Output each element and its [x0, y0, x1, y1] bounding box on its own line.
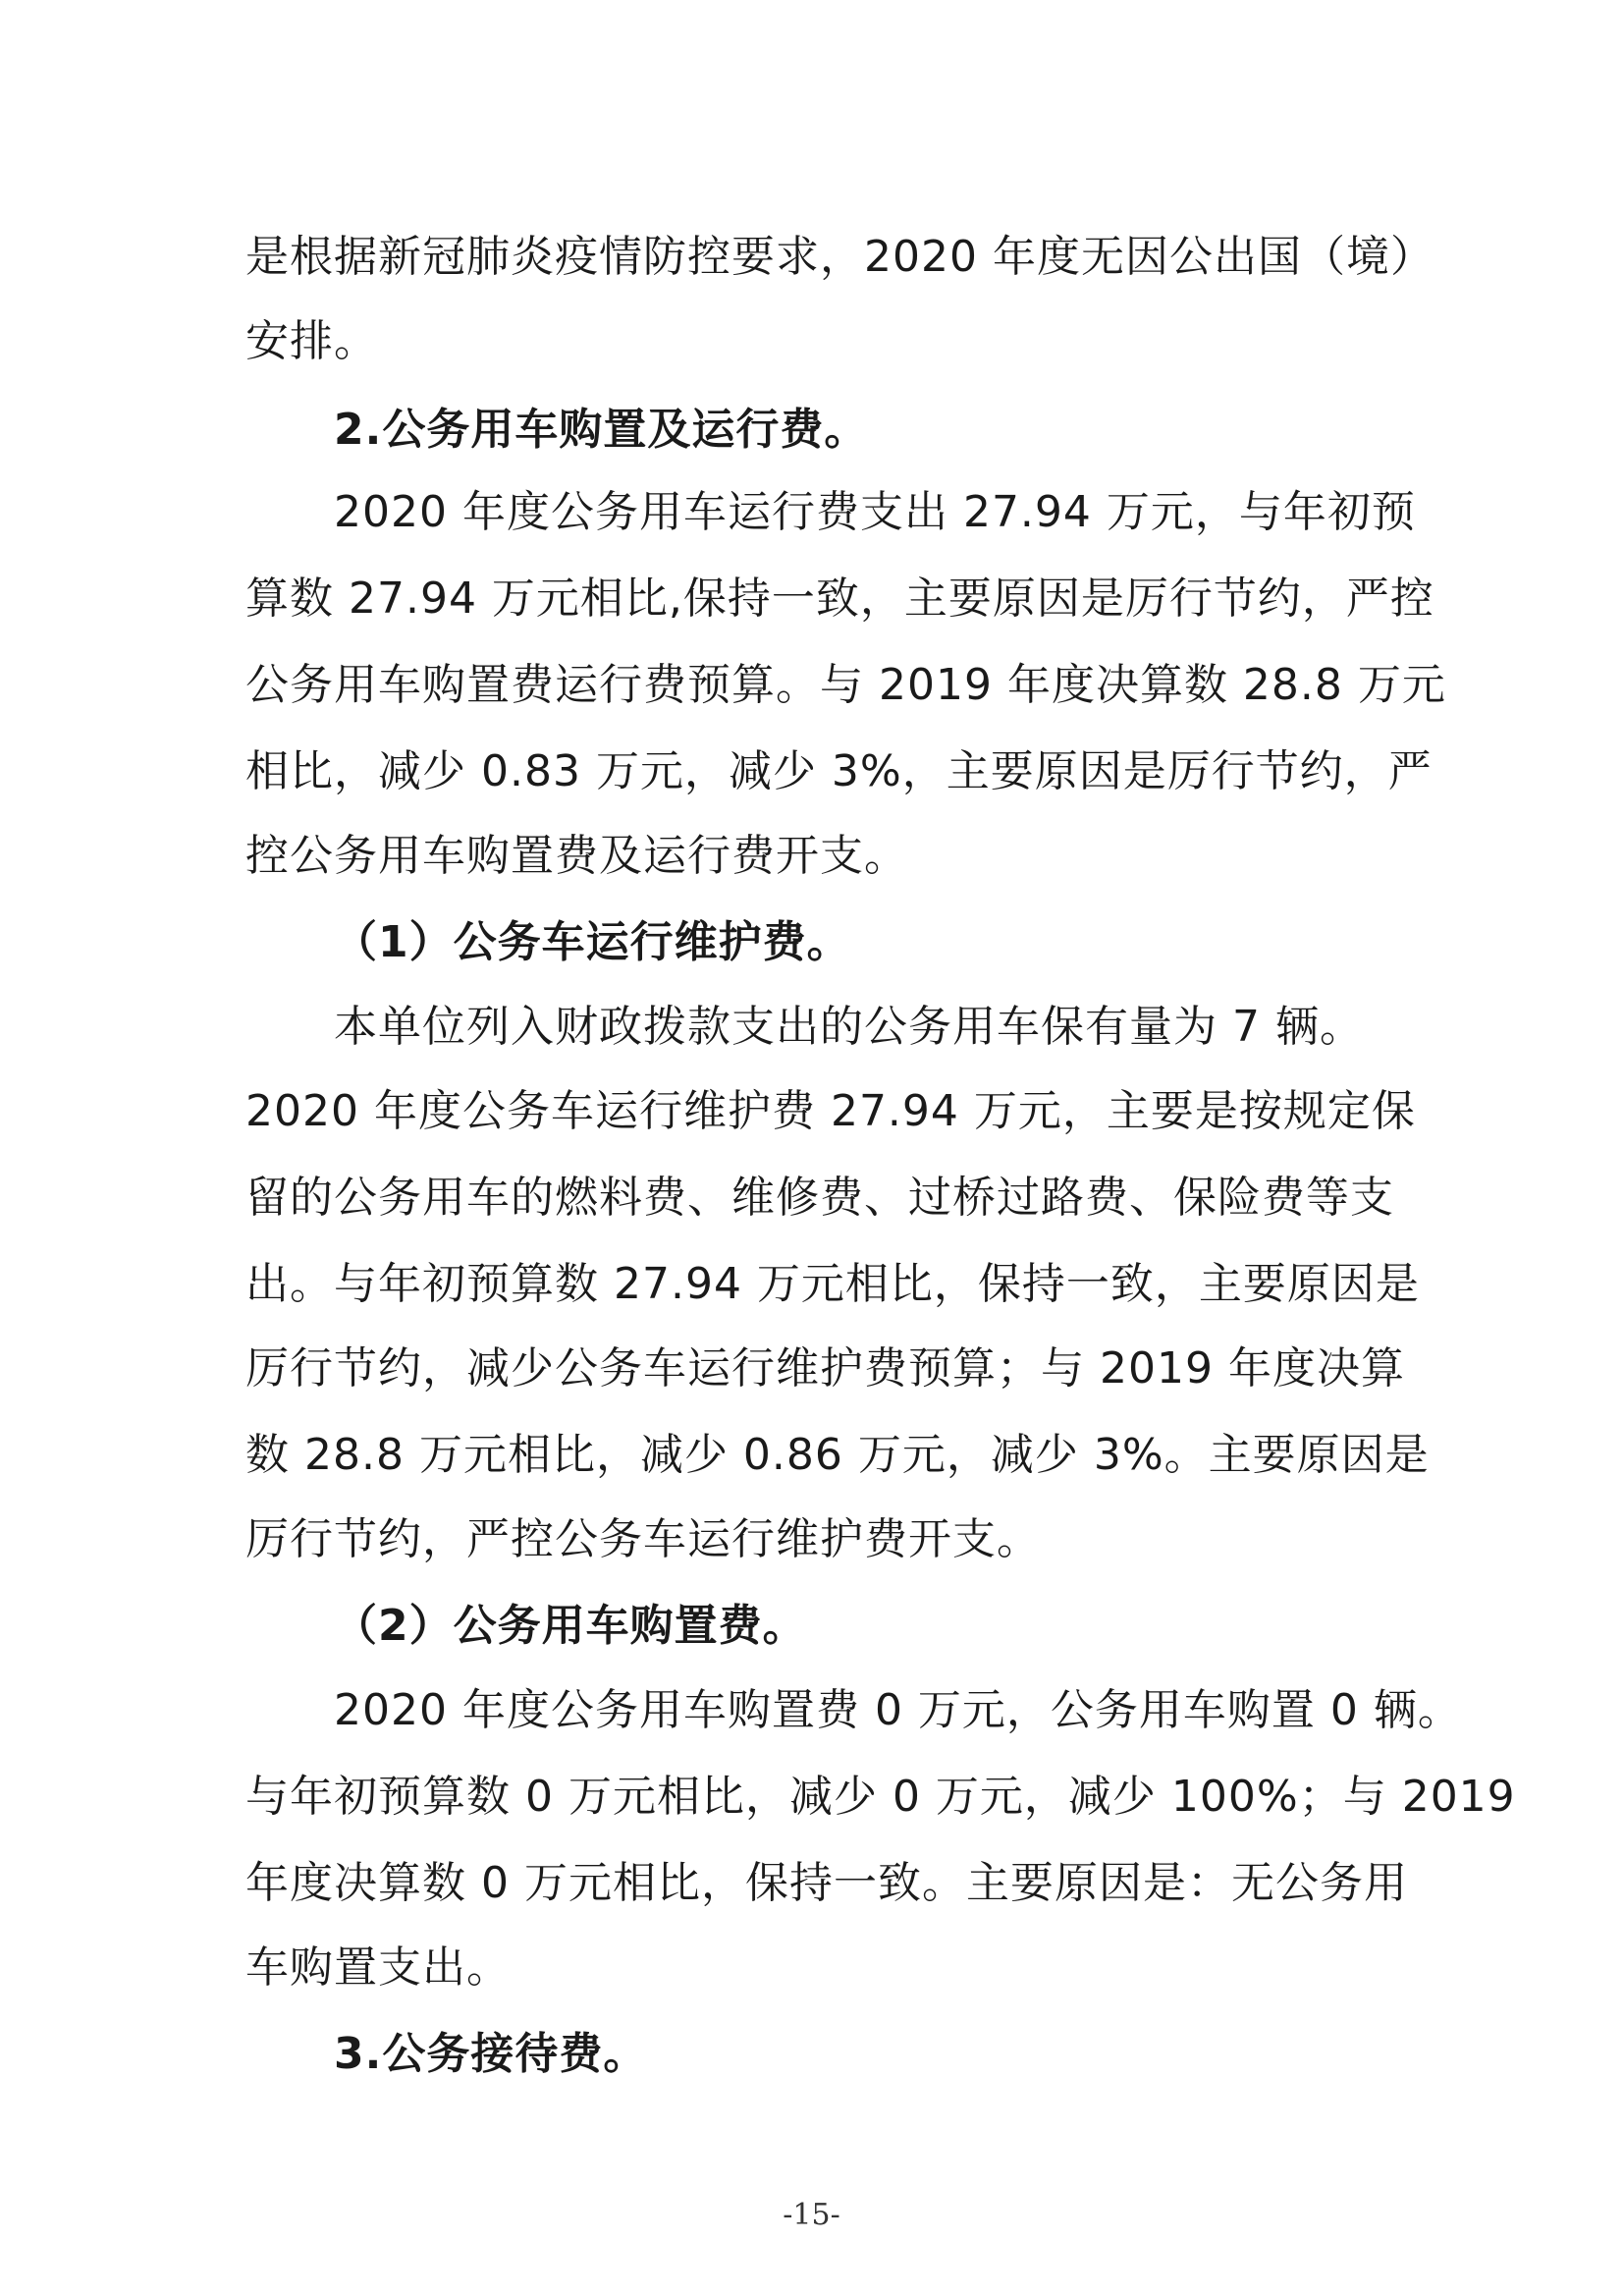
section-heading: 3.公务接待费。 — [334, 2029, 648, 2079]
paragraph-line: 出。与年初预算数 27.94 万元相比，保持一致，主要原因是 — [245, 1259, 1420, 1309]
paragraph-line: 公务用车购置费运行费预算。与 2019 年度决算数 28.8 万元 — [245, 660, 1446, 710]
subsection-heading: （2）公务用车购置费。 — [334, 1601, 807, 1651]
paragraph-line: 控公务用车购置费及运行费开支。 — [245, 831, 908, 881]
page-number: -15- — [783, 2198, 840, 2232]
paragraph-line: 是根据新冠肺炎疫情防控要求，2020 年度无因公出国（境） — [245, 232, 1434, 282]
paragraph-line: 安排。 — [245, 316, 378, 366]
paragraph-line: 留的公务用车的燃料费、维修费、过桥过路费、保险费等支 — [245, 1173, 1394, 1223]
paragraph-line: 厉行节约，减少公务车运行维护费预算；与 2019 年度决算 — [245, 1343, 1405, 1394]
paragraph-line: 本单位列入财政拨款支出的公务用车保有量为 7 辆。 — [334, 1002, 1364, 1052]
paragraph-line: 相比，减少 0.83 万元，减少 3%，主要原因是厉行节约，严 — [245, 746, 1433, 796]
subsection-heading: （1）公务车运行维护费。 — [334, 917, 851, 967]
paragraph-line: 数 28.8 万元相比，减少 0.86 万元，减少 3%。主要原因是 — [245, 1430, 1430, 1480]
paragraph-line: 2020 年度公务用车运行费支出 27.94 万元，与年初预 — [334, 487, 1416, 537]
paragraph-line: 算数 27.94 万元相比,保持一致，主要原因是厉行节约，严控 — [245, 574, 1434, 624]
paragraph-line: 年度决算数 0 万元相比，保持一致。主要原因是：无公务用 — [245, 1858, 1408, 1908]
paragraph-line: 2020 年度公务车运行维护费 27.94 万元，主要是按规定保 — [245, 1086, 1416, 1136]
section-heading: 2.公务用车购置及运行费。 — [334, 405, 869, 455]
paragraph-line: 与年初预算数 0 万元相比，减少 0 万元，减少 100%；与 2019 — [245, 1772, 1516, 1822]
paragraph-line: 车购置支出。 — [245, 1942, 511, 1993]
paragraph-line: 2020 年度公务用车购置费 0 万元，公务用车购置 0 辆。 — [334, 1685, 1462, 1735]
paragraph-line: 厉行节约，严控公务车运行维护费开支。 — [245, 1514, 1041, 1564]
